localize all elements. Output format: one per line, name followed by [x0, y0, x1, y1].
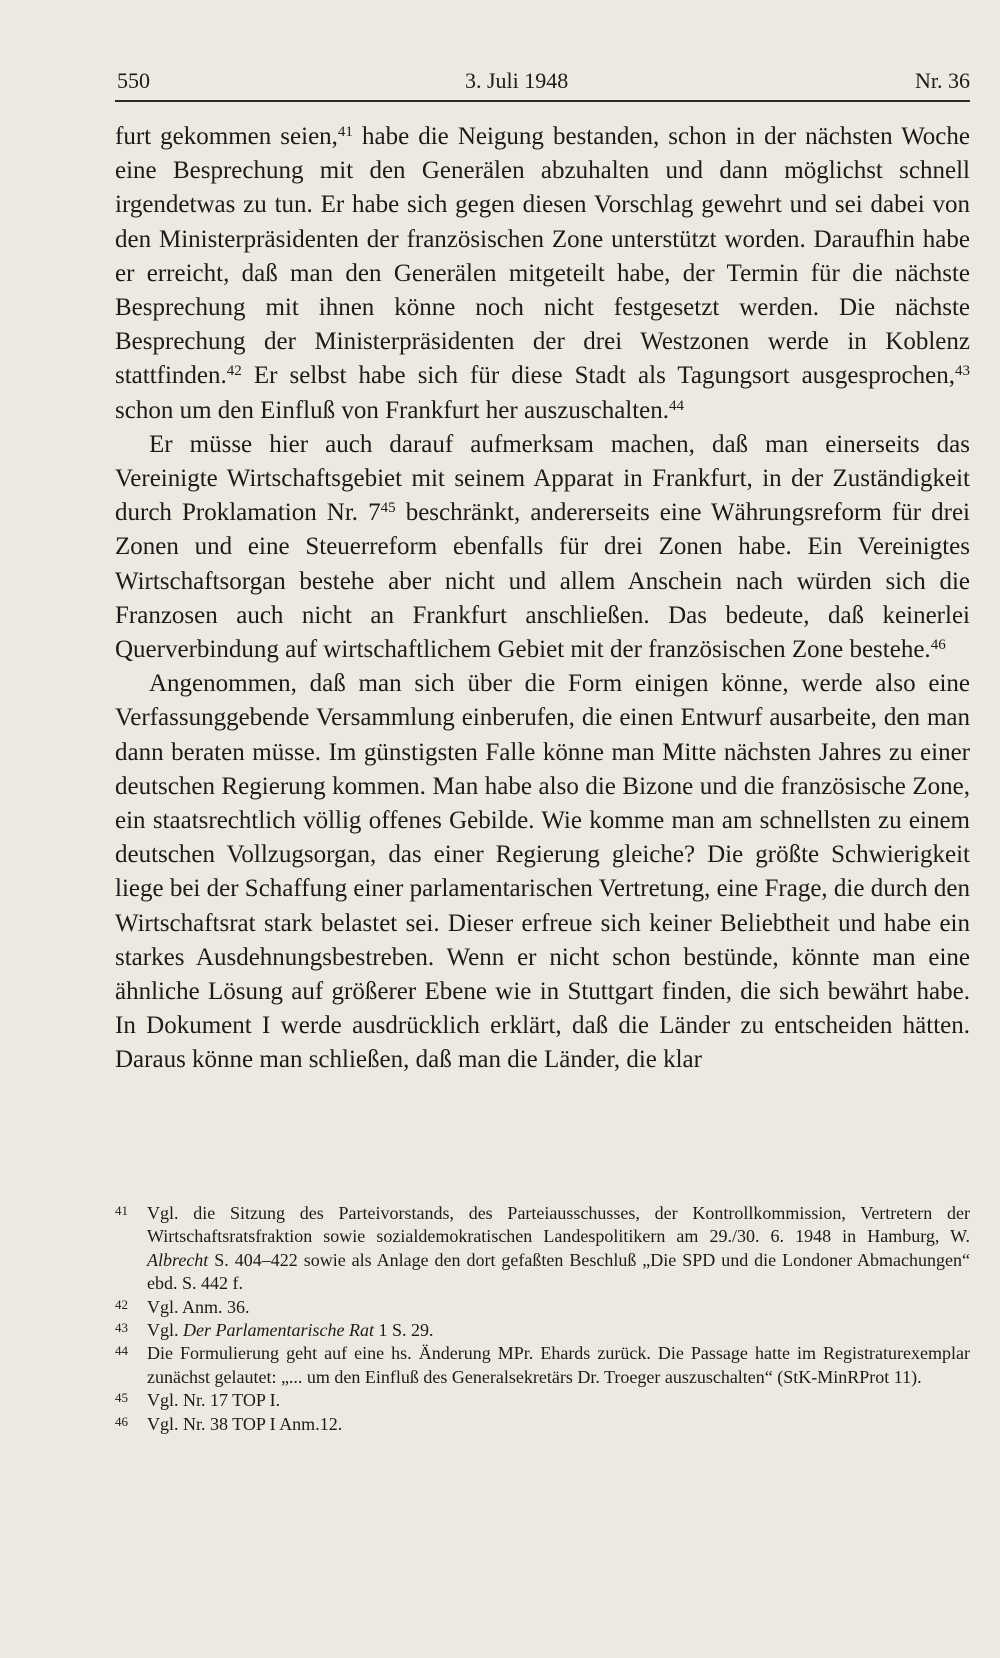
page-number: 550	[117, 68, 150, 93]
text-run: Er müsse hier auch darauf aufmerksam machen, daß man einerseits das Vereinigte Wirtschaftsgebiet mit seinem Apparat in Frankfurt, in der Zuständigkeit durch Proklamation Nr. 7	[115, 430, 970, 527]
paragraph-1	[115, 120, 970, 428]
footnote-text: Die Formulierung geht auf eine hs. Änderung MPr. Ehards zurück. Die Passage hatte im Registraturexemplar zunächst gelautet: „... um den Einfluß des Generalsekretärs Dr. Troeger auszuschalten“ (StK-MinRProt 11).	[147, 1343, 970, 1387]
footnote-44	[115, 1342, 970, 1389]
text-run: schon um den Einfluß von Frankfurt her auszuschalten.	[115, 396, 670, 424]
footnote-number: 42	[115, 1296, 128, 1312]
footnote-text: 1 S. 29.	[373, 1320, 434, 1341]
page-header	[115, 60, 970, 102]
footnote-41	[115, 1202, 970, 1296]
header-date: 3. Juli 1948	[465, 68, 569, 93]
footnote-text: Vgl. Anm. 36.	[147, 1296, 250, 1317]
footnote-italic: Der Parlamentarische Rat	[183, 1320, 374, 1341]
footnote-46	[115, 1413, 970, 1436]
footnote-number: 46	[115, 1413, 128, 1429]
paragraph-3: Angenommen, daß man sich über die Form einigen könne, werde also eine Verfassunggebende Versammlung einberufen, die einen Entwurf ausarbeite, den man dann beraten müsse. Im günstigsten Falle könne man Mitte nächsten Jahres zu einer deutschen Regierung kommen. Man habe also die Bizone und die französische Zone, ein staatsrechtlich völlig offenes Gebilde. Wie komme man am schnellsten zu einem deutschen Vollzugsorgan, das einer Regierung gleiche? Die größte Schwierigkeit liege bei der Schaffung einer parlamentarischen Vertretung, eine Frage, die durch den Wirtschaftsrat stark belastet sei. Dieser erfreue sich keiner Beliebtheit und habe ein starkes Ausdehnungsbestreben. Wenn er nicht schon bestünde, könnte man eine ähnliche Lösung auf größerer Ebene wie in Stuttgart finden, die sich bewährt habe. In Dokument I werde ausdrücklich erklärt, daß die Länder zu entscheiden hätten. Daraus könne man schließen, daß man die Länder, die klar	[115, 670, 970, 1074]
footnote-text: S. 404–422 sowie als Anlage den dort gefaßten Beschluß „Die SPD und die Londoner Abmachungen“ ebd. S. 442 f.	[147, 1249, 970, 1294]
footnote-ref-41: 41	[337, 123, 353, 140]
footnote-ref-45: 45	[380, 499, 396, 516]
footnote-text: Vgl.	[147, 1320, 183, 1341]
text-run: habe die Neigung bestanden, schon in der nächsten Woche eine Besprechung mit den Generälen abzuhalten und dann möglichst schnell irgendetwas zu tun. Er habe sich gegen diesen Vorschlag gewehrt und sei dabei von den Ministerpräsidenten der französischen Zone unterstützt worden. Daraufhin habe er erreicht, daß man den Generälen mitgeteilt habe, der Termin für die nächste Besprechung mit ihnen könne noch nicht festgesetzt werden. Die nächste Besprechung der Ministerpräsidenten der drei Westzonen werde in Koblenz stattfinden.	[115, 123, 970, 390]
footnote-ref-42: 42	[226, 363, 242, 380]
footnote-ref-43: 43	[955, 363, 970, 380]
body-text	[115, 120, 970, 1078]
footnote-text: Vgl. die Sitzung des Parteivorstands, des Parteiausschusses, der Kontrollkommission, Vertretern der Wirtschaftsratsfraktion sowie sozialdemokratischen Landespolitikern am 29./30. 6. 1948 in Hamburg, W.	[147, 1203, 970, 1247]
footnote-42	[115, 1296, 970, 1319]
paragraph-2	[115, 428, 970, 667]
text-run: Er selbst habe sich für diese Stadt als Tagungsort ausgesprochen,	[241, 362, 955, 390]
footnote-45	[115, 1389, 970, 1412]
text-run: furt gekommen seien,	[115, 123, 338, 150]
footnote-number: 44	[115, 1343, 128, 1359]
footnote-43	[115, 1319, 970, 1342]
footnote-ref-44: 44	[669, 397, 685, 414]
footnote-text: Vgl. Nr. 38 TOP I Anm.12.	[147, 1413, 343, 1434]
text-run: beschränkt, andererseits eine Währungsreform für drei Zonen und eine Steuerreform ebenfalls für drei Zonen habe. Ein Vereinigtes Wirtschaftsorgan bestehe aber nicht und allem Anschein nach würden sich die Franzosen auch nicht an Frankfurt anschließen. Das bedeute, daß keinerlei Querverbindung auf wirtschaftlichem Gebiet mit der französischen Zone bestehe.	[115, 499, 970, 664]
document-number: Nr. 36	[915, 68, 970, 93]
footnote-number: 41	[115, 1203, 128, 1218]
footnote-ref-46: 46	[930, 636, 946, 653]
footnote-number: 43	[115, 1320, 128, 1336]
footnote-number: 45	[115, 1390, 128, 1406]
footnote-text: Vgl. Nr. 17 TOP I.	[147, 1390, 281, 1411]
footnotes	[115, 1202, 970, 1436]
footnote-italic: Albrecht	[147, 1249, 209, 1270]
